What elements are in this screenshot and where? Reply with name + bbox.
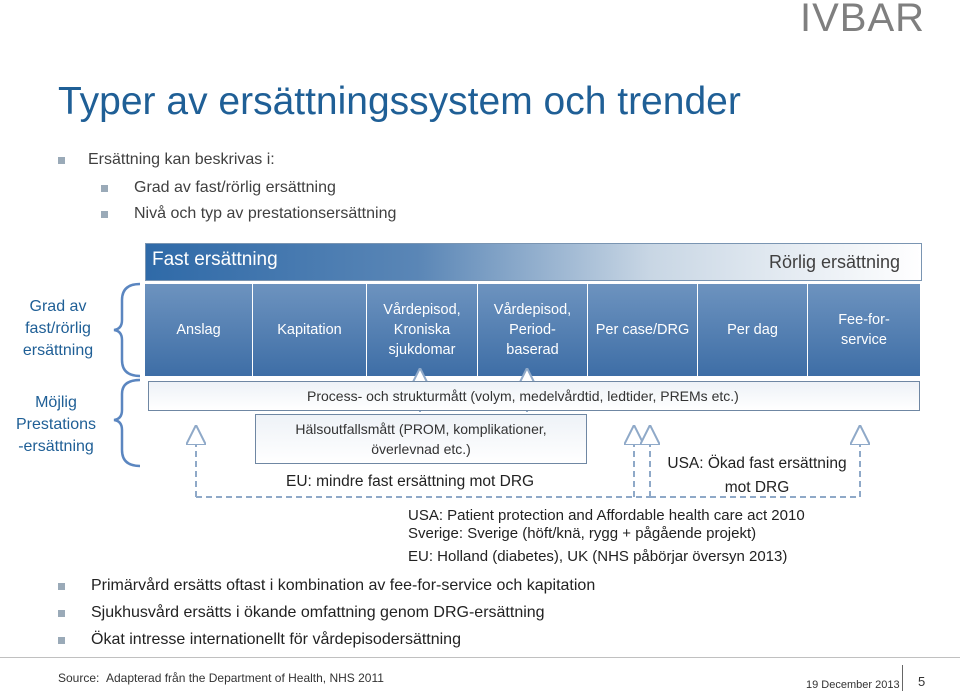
bullet-text: Primärvård ersätts oftast i kombination av fee-for-service och kapitation (91, 577, 596, 594)
bottom-bullet (58, 604, 545, 622)
cell-text: sjukdomar (388, 342, 456, 358)
source-text: Adapterad från the Department of Health, NHS 2011 (106, 671, 384, 685)
bullet-text: Sjukhusvård ersätts i ökande omfattning genom DRG-ersättning (91, 604, 545, 621)
page-title: Typer av ersättningssystem och trender (58, 80, 741, 123)
bullet-square-icon (58, 583, 65, 590)
brand-logo-text: IVBAR (800, 0, 926, 40)
bottom-bullet (58, 631, 461, 649)
note-usa: USA: Patient protection and Affordable health care act 2010 (408, 507, 805, 524)
cell-text: baserad (506, 342, 559, 358)
row-label-line: -ersättning (18, 438, 94, 455)
page-number: 5 (918, 674, 926, 689)
row-label-line: ersättning (22, 342, 94, 359)
source-label: Source: (58, 671, 100, 685)
cell-text: service (841, 332, 887, 348)
note-sverige: Sverige: Sverige (höft/knä, rygg + pågående projekt) (408, 525, 757, 542)
bullet-text: Ökat intresse internationellt för vårdepisodersättning (91, 631, 461, 648)
row-label-line: Grad av (29, 298, 87, 315)
bullet-square-icon (58, 610, 65, 617)
footer-date: 19 December 2013 (806, 679, 900, 691)
band-left-label: Fast ersättning (152, 249, 278, 270)
bullet-square-icon (58, 637, 65, 644)
process-box (148, 381, 920, 411)
cell-text: Period- (509, 322, 556, 338)
cell-text: Kroniska (393, 322, 451, 338)
footer-separator (902, 665, 903, 691)
eu-label: EU: mindre fast ersättning mot DRG (286, 473, 535, 490)
row-label-line: Prestations (15, 416, 97, 433)
cell-text: Per case/DRG (595, 322, 690, 338)
cell-text: Vårdepisod, (493, 302, 572, 318)
cell-text: Anslag (176, 322, 221, 338)
usa-text: USA: Ökad fast ersättning (667, 455, 847, 472)
usa-label (652, 452, 862, 500)
intro-sub-text: Nivå och typ av prestationsersättning (134, 205, 397, 222)
bottom-bullet (58, 577, 595, 595)
cell-text: Fee-for- (838, 312, 890, 328)
cell-text: Kapitation (277, 322, 342, 338)
halso-text: Hälsoutfallsmått (PROM, komplikationer, (295, 421, 547, 437)
band-right-label: Rörlig ersättning (769, 252, 901, 272)
process-text: Process- och strukturmått (volym, medelvårdtid, ledtider, PREMs etc.) (307, 388, 739, 404)
intro-text: Ersättning kan beskrivas i: (88, 151, 275, 168)
row-label-line: fast/rörlig (25, 320, 91, 337)
cell-text: Vårdepisod, (383, 302, 461, 318)
usa-text: mot DRG (724, 479, 790, 496)
halso-box (255, 414, 587, 464)
cell-text: Per dag (727, 322, 778, 338)
note-eu: EU: Holland (diabetes), UK (NHS påbörjar översyn 2013) (408, 548, 788, 565)
row-label-line: Möjlig (35, 394, 77, 411)
intro-sub-text: Grad av fast/rörlig ersättning (134, 179, 336, 196)
footer-divider (0, 657, 960, 658)
halso-text: överlevnad etc.) (371, 441, 471, 457)
